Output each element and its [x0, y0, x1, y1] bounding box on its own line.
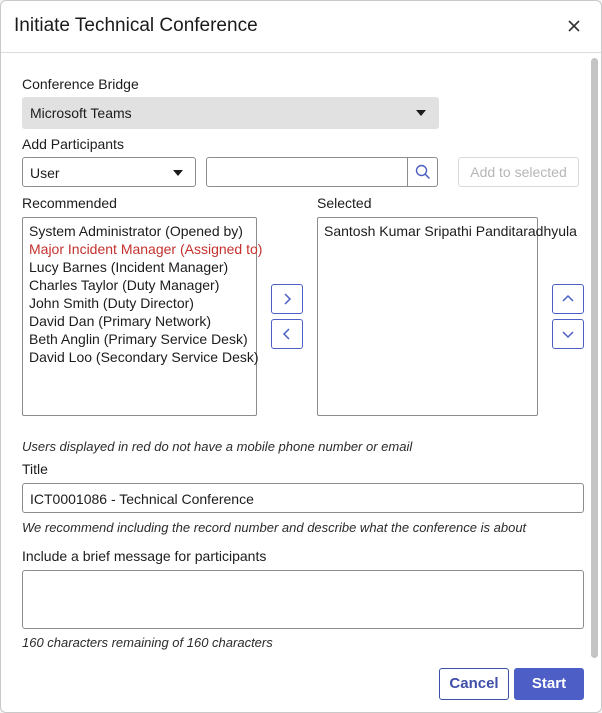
dialog-header: [1, 1, 601, 53]
dialog-title: Initiate Technical Conference: [14, 15, 258, 36]
red-users-note: Users displayed in red do not have a mobile phone number or email: [22, 439, 413, 454]
list-item[interactable]: Lucy Barnes (Incident Manager): [29, 259, 229, 275]
title-input-value: ICT0001086 - Technical Conference: [30, 491, 254, 507]
participant-type-select[interactable]: [22, 157, 196, 187]
start-button[interactable]: Start: [514, 668, 584, 700]
chevron-down-icon: [561, 327, 575, 341]
add-participants-label: Add Participants: [22, 136, 124, 152]
chevron-up-icon: [561, 292, 575, 306]
chevron-right-icon: [280, 292, 294, 306]
conference-bridge-label: Conference Bridge: [22, 76, 139, 92]
move-left-button[interactable]: [271, 319, 303, 349]
list-item[interactable]: Santosh Kumar Sripathi Panditaradhyula: [324, 223, 577, 239]
list-item[interactable]: Major Incident Manager (Assigned to): [29, 241, 263, 257]
chevron-left-icon: [280, 327, 294, 341]
recommended-list[interactable]: [22, 217, 263, 416]
message-textarea[interactable]: [22, 570, 584, 629]
list-item[interactable]: David Dan (Primary Network): [29, 313, 212, 329]
add-to-selected-button[interactable]: Add to selected: [458, 157, 579, 187]
recommended-label: Recommended: [22, 195, 117, 211]
cancel-button[interactable]: Cancel: [439, 668, 509, 700]
list-item[interactable]: Charles Taylor (Duty Manager): [29, 277, 220, 293]
conference-bridge-select[interactable]: [22, 97, 439, 129]
list-item[interactable]: Beth Anglin (Primary Service Desk): [29, 331, 248, 347]
list-item[interactable]: David Loo (Secondary Service Desk): [29, 349, 259, 365]
close-icon[interactable]: [565, 17, 583, 35]
search-icon: [415, 164, 431, 180]
list-item[interactable]: System Administrator (Opened by): [29, 223, 243, 239]
move-up-button[interactable]: [552, 284, 584, 314]
conference-bridge-value: Microsoft Teams: [30, 105, 132, 121]
search-button[interactable]: [407, 158, 437, 186]
selected-label: Selected: [317, 195, 372, 211]
title-input[interactable]: [22, 483, 584, 513]
title-label: Title: [22, 461, 48, 477]
dialog-scrollbar[interactable]: [591, 58, 598, 658]
move-down-button[interactable]: [552, 319, 584, 349]
chevron-down-icon: [416, 110, 426, 116]
participant-search-input[interactable]: [206, 157, 438, 187]
chars-remaining-note: 160 characters remaining of 160 characters: [22, 635, 273, 650]
selected-list[interactable]: [317, 217, 577, 416]
chevron-down-icon: [173, 170, 183, 176]
title-hint: We recommend including the record number and describe what the conference is about: [22, 520, 527, 535]
list-item[interactable]: John Smith (Duty Director): [29, 295, 194, 311]
move-right-button[interactable]: [271, 284, 303, 314]
participant-type-value: User: [30, 165, 60, 181]
message-label: Include a brief message for participants: [22, 548, 267, 564]
